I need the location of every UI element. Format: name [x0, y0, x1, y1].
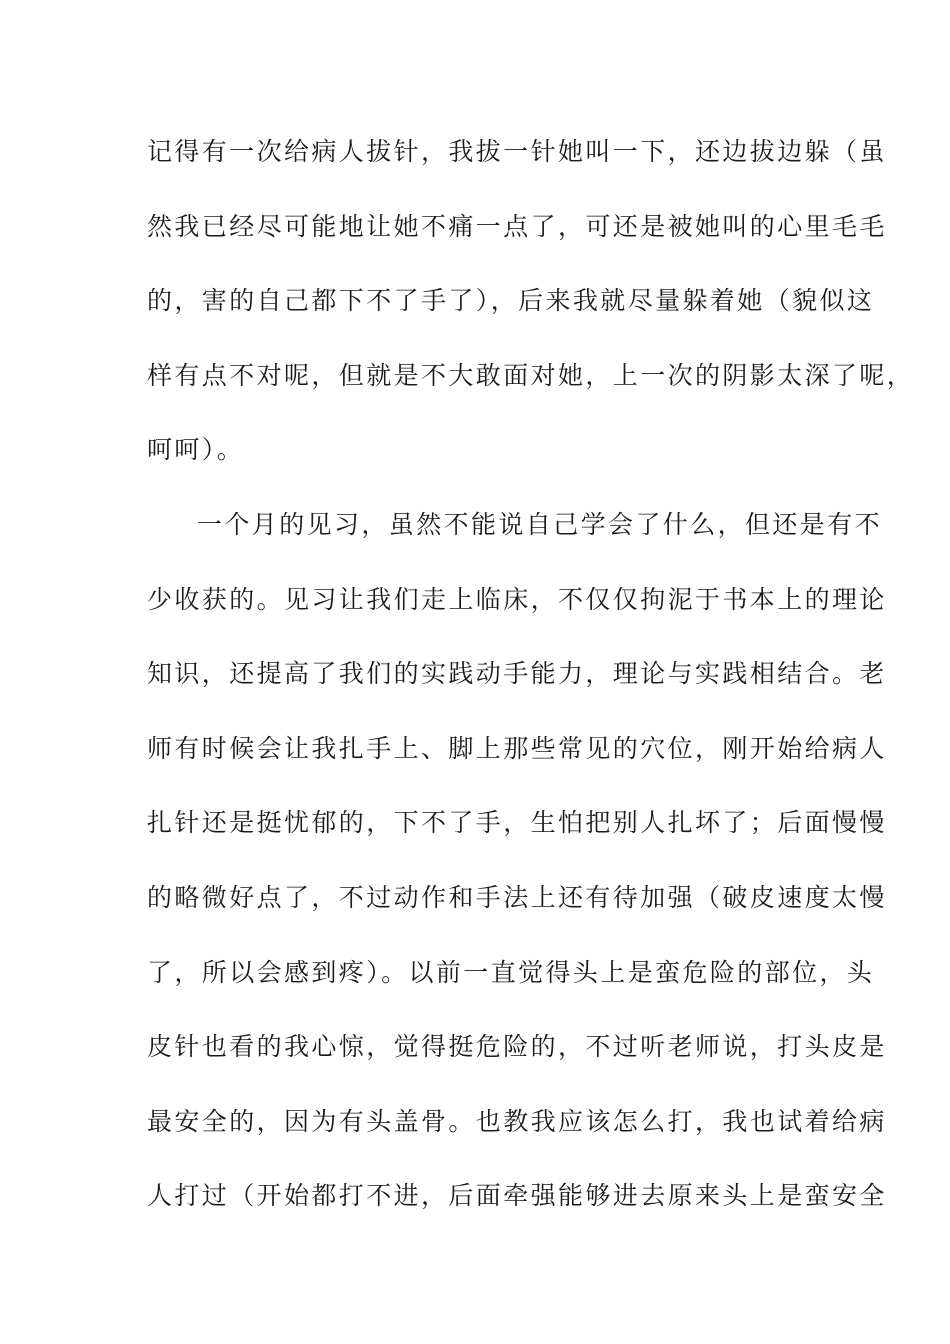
text-line: 然我已经尽可能地让她不痛一点了，可还是被她叫的心里毛毛 — [147, 211, 887, 241]
text-line: 的略微好点了，不过动作和手法上还有待加强（破皮速度太慢 — [147, 882, 887, 912]
paragraph-1 — [147, 132, 915, 505]
text-line: 呵呵）。 — [147, 435, 245, 465]
text-line: 记得有一次给病人拔针，我拔一针她叫一下，还边拔边躲（虽 — [147, 137, 887, 166]
text-line: 师有时候会让我扎手上、脚上那些常见的穴位，刚开始给病人 — [147, 733, 887, 763]
body-text — [147, 132, 915, 1251]
text-line: 一个月的见习，虽然不能说自己学会了什么，但还是有不 — [197, 509, 883, 539]
text-line: 少收获的。见习让我们走上临床，不仅仅拘泥于书本上的理论 — [147, 584, 887, 614]
text-line: 了，所以会感到疼）。以前一直觉得头上是蛮危险的部位，头 — [147, 957, 875, 987]
text-line: 皮针也看的我心惊，觉得挺危险的，不过听老师说，打头皮是 — [147, 1032, 887, 1062]
text-line: 知识，还提高了我们的实践动手能力，理论与实践相结合。老 — [147, 659, 887, 689]
text-line: 扎针还是挺忧郁的，下不了手，生怕把别人扎坏了；后面慢慢 — [147, 808, 887, 838]
text-line: 最安全的，因为有头盖骨。也教我应该怎么打，我也试着给病 — [147, 1106, 887, 1136]
text-line: 的，害的自己都下不了手了），后来我就尽量躲着她（貌似这 — [147, 286, 875, 316]
paragraph-2 — [147, 505, 887, 1251]
text-line: 样有点不对呢，但就是不大敢面对她，上一次的阴影太深了呢， — [147, 360, 915, 390]
text-line: 人打过（开始都打不进，后面牵强能够进去原来头上是蛮安全 — [147, 1181, 887, 1211]
